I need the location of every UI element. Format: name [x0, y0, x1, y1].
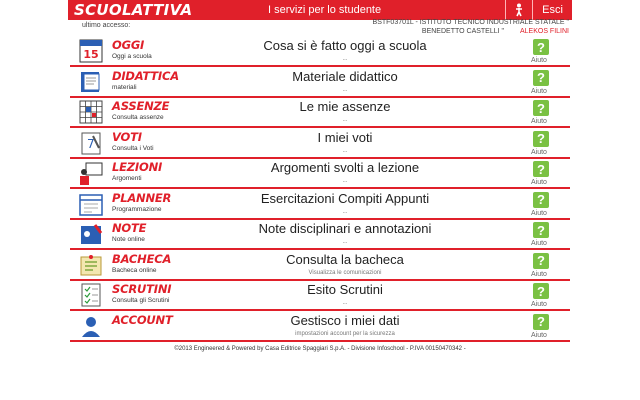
- menu-row-didattica[interactable]: [70, 68, 570, 98]
- menu-row-assenze[interactable]: [70, 98, 570, 128]
- planner-icon[interactable]: [78, 191, 104, 217]
- help-label[interactable]: Aiuto: [531, 179, 547, 186]
- menu-item-hint: ...: [342, 239, 348, 245]
- help-icon[interactable]: ?: [533, 161, 549, 177]
- school-info: [329, 18, 569, 36]
- grades-icon[interactable]: [78, 130, 104, 156]
- menu-row-lezioni[interactable]: [70, 159, 570, 189]
- menu-item-subtitle: Consulta gli Scrutini: [112, 297, 170, 304]
- help-icon[interactable]: ?: [533, 283, 549, 299]
- menu-item-subtitle: Oggi a scuola: [112, 53, 152, 60]
- help-icon[interactable]: ?: [533, 131, 549, 147]
- user-name: ALEKOS FILINI: [519, 28, 569, 35]
- app-logo: SCUOLATTIVA: [74, 1, 193, 19]
- logout-button[interactable]: Esci: [532, 0, 572, 20]
- menu-item-title[interactable]: BACHECA: [112, 251, 172, 266]
- last-access-label: ultimo accesso:: [82, 22, 131, 29]
- help-icon[interactable]: ?: [533, 314, 549, 330]
- accessibility-icon[interactable]: [505, 0, 531, 20]
- menu-item-subtitle: Note online: [112, 236, 145, 243]
- menu-item-subtitle: Argomenti: [112, 175, 142, 182]
- help-label[interactable]: Aiuto: [531, 209, 547, 217]
- menu-item-title[interactable]: ASSENZE: [112, 99, 170, 113]
- help-label[interactable]: Aiuto: [531, 331, 547, 339]
- board-icon[interactable]: [78, 252, 104, 278]
- menu-item-description[interactable]: Gestisco i miei dati: [290, 312, 400, 328]
- menu-item-description[interactable]: Consulta la bacheca: [286, 251, 404, 267]
- help-icon[interactable]: ?: [533, 192, 549, 208]
- menu-row-account[interactable]: [70, 312, 570, 342]
- menu-item-description[interactable]: Le mie assenze: [299, 99, 391, 114]
- menu-item-hint: ...: [342, 86, 348, 93]
- menu-item-title[interactable]: SCRUTINI: [112, 282, 172, 296]
- footer-copyright: ©2013 Engineered & Powered by Casa Editrice Spaggiari S.p.A. - Divisione Infoschool - P.IVA 00150470342 -: [174, 346, 466, 352]
- menu-row-bacheca[interactable]: [70, 251, 570, 281]
- svg-text:15: 15: [83, 48, 99, 61]
- menu-item-title[interactable]: LEZIONI: [112, 160, 163, 174]
- menu-row-oggi[interactable]: [70, 37, 570, 67]
- help-icon[interactable]: ?: [533, 70, 549, 86]
- menu-item-title[interactable]: VOTI: [112, 129, 142, 144]
- menu-item-hint: ...: [342, 147, 348, 154]
- menu-item-description[interactable]: Cosa si è fatto oggi a scuola: [263, 38, 427, 53]
- menu-item-description[interactable]: I miei voti: [317, 129, 373, 145]
- menu-item-subtitle: Programmazione: [112, 205, 162, 213]
- menu-row-scrutini[interactable]: [70, 281, 570, 311]
- menu-item-description[interactable]: Argomenti svolti a lezione: [270, 160, 420, 175]
- menu-row-voti[interactable]: [70, 129, 570, 159]
- calendar-icon[interactable]: [78, 38, 104, 64]
- menu-item-hint: ...: [342, 117, 348, 123]
- help-label[interactable]: Aiuto: [531, 301, 547, 308]
- menu-item-subtitle: materiali: [112, 83, 137, 91]
- menu-row-note[interactable]: [70, 220, 570, 250]
- menu-item-subtitle: Consulta i Voti: [112, 144, 154, 152]
- menu-item-hint: ...: [342, 300, 348, 306]
- menu-item-hint: ...: [342, 208, 348, 215]
- checklist-icon[interactable]: [78, 282, 104, 308]
- help-label[interactable]: Aiuto: [531, 240, 547, 247]
- book-icon[interactable]: [78, 69, 104, 95]
- menu-item-title[interactable]: NOTE: [112, 221, 147, 235]
- help-label[interactable]: Aiuto: [531, 118, 547, 125]
- page-title: I servizi per lo studente: [268, 4, 382, 16]
- menu-item-description[interactable]: Esercitazioni Compiti Appunti: [260, 190, 430, 206]
- menu-item-subtitle: Bacheca online: [112, 266, 157, 274]
- help-icon[interactable]: ?: [533, 39, 549, 55]
- note-icon[interactable]: [78, 221, 104, 247]
- help-icon[interactable]: ?: [533, 100, 549, 116]
- menu-item-title[interactable]: ACCOUNT: [112, 312, 173, 327]
- menu-item-title[interactable]: OGGI: [112, 38, 145, 52]
- top-bar: [68, 0, 572, 20]
- teacher-icon[interactable]: [78, 160, 104, 186]
- menu-item-hint: ...: [342, 56, 348, 62]
- help-label[interactable]: Aiuto: [531, 148, 547, 156]
- menu-item-title[interactable]: DIDATTICA: [112, 68, 179, 83]
- menu-item-description[interactable]: Note disciplinari e annotazioni: [258, 221, 432, 236]
- help-icon[interactable]: ?: [533, 222, 549, 238]
- menu-item-title[interactable]: PLANNER: [112, 190, 172, 205]
- help-label[interactable]: Aiuto: [531, 270, 547, 278]
- help-icon[interactable]: ?: [533, 253, 549, 269]
- svg-text:7: 7: [87, 136, 95, 151]
- menu-item-hint: ...: [342, 178, 348, 184]
- menu-item-description[interactable]: Esito Scrutini: [307, 282, 383, 297]
- help-label[interactable]: Aiuto: [531, 57, 547, 64]
- grid-icon[interactable]: [78, 99, 104, 125]
- menu-item-description[interactable]: Materiale didattico: [292, 68, 398, 84]
- user-icon[interactable]: [78, 313, 104, 339]
- menu-item-subtitle: Consulta assenze: [112, 114, 164, 121]
- menu-item-hint: Visualizza le comunicazioni: [308, 269, 382, 276]
- school-name: BSTF03701L - ISTITUTO TECNICO INDUSTRIALE STATALE " BENEDETTO CASTELLI ": [372, 19, 569, 35]
- menu-item-hint: impostazioni account per la sicurezza: [295, 330, 395, 337]
- help-label[interactable]: Aiuto: [531, 87, 547, 95]
- menu-row-planner[interactable]: [70, 190, 570, 220]
